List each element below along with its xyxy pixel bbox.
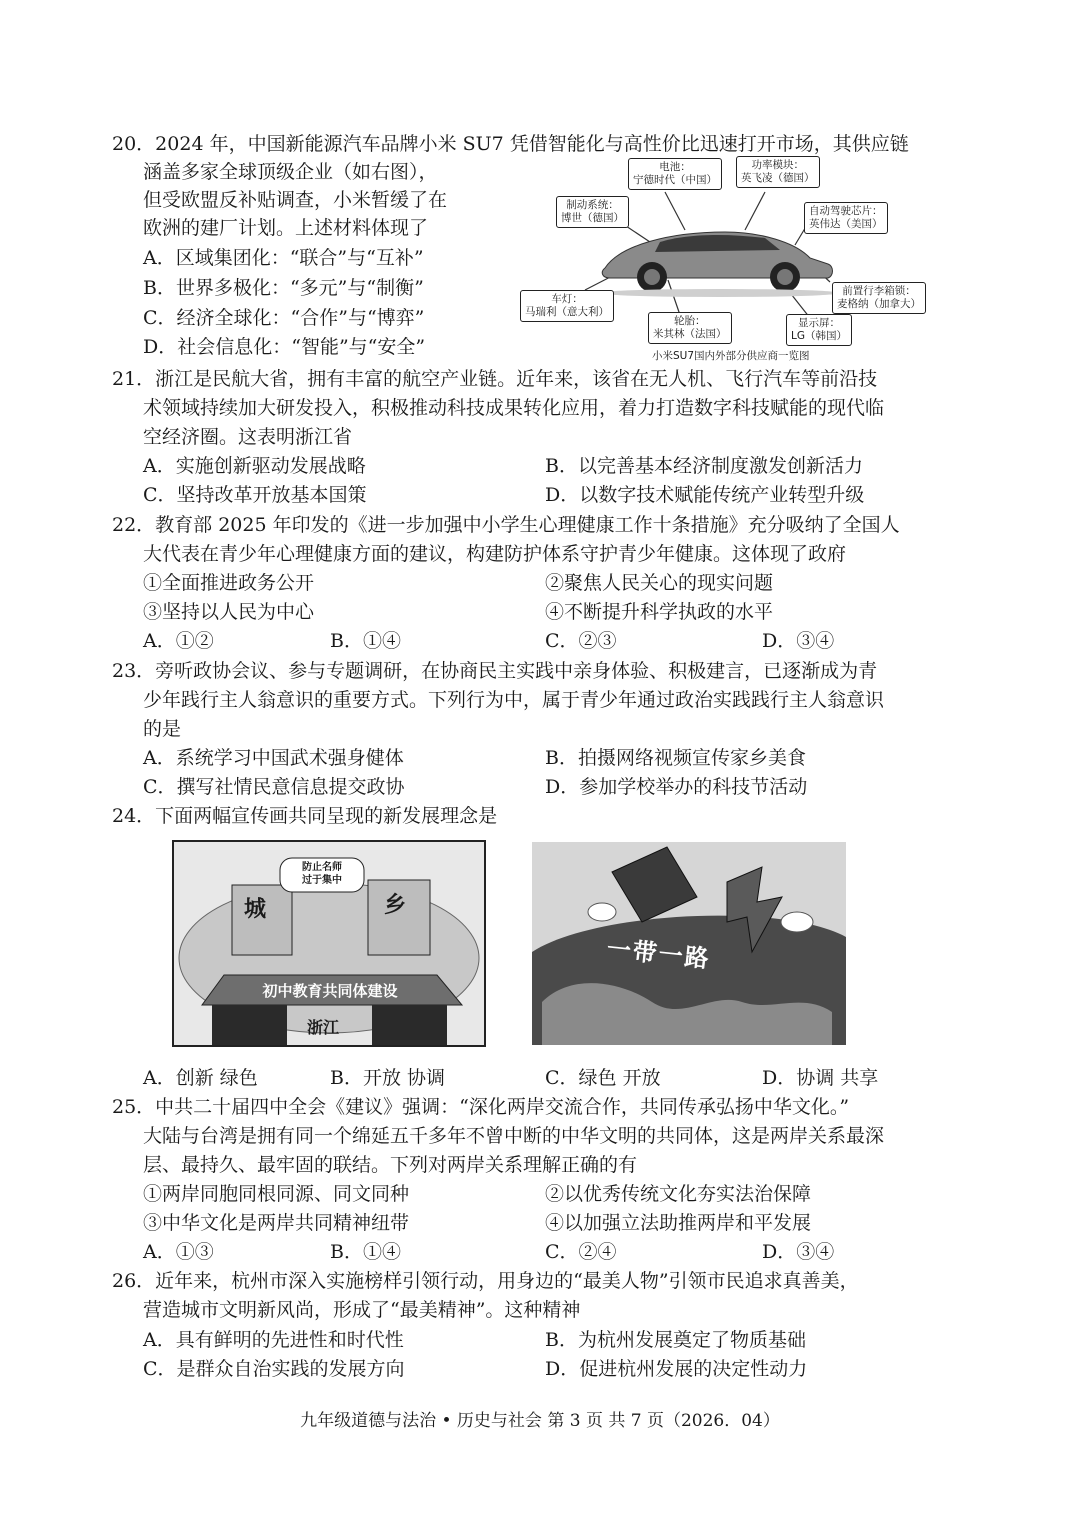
q25-stem-line3: 层、最持久、最牢固的联结。下列对两岸关系理解正确的有 (143, 1154, 638, 1176)
q21-option-a[interactable]: A．实施创新驱动发展战略 (143, 455, 366, 477)
q20-stem-line1: 20．2024 年，中国新能源汽车品牌小米 SU7 凭借智能化与高性价比迅速打开市场，其供应链 (112, 133, 909, 155)
q26-option-a[interactable]: A．具有鲜明的先进性和时代性 (143, 1329, 404, 1351)
q23-option-a[interactable]: A．系统学习中国武术强身健体 (143, 747, 404, 769)
tires-label: 轮胎： (674, 315, 706, 327)
q22-stem-line2: 大代表在青少年心理健康方面的建议，构建防护体系守护青少年健康。这体现了政府 (143, 543, 847, 565)
province-label: 浙江 (307, 1018, 340, 1037)
q22-statement-1: ①全面推进政务公开 (143, 572, 315, 594)
power-module-label: 功率模块： (751, 159, 804, 171)
q21-option-d[interactable]: D．以数字技术赋能传统产业转型升级 (545, 484, 865, 506)
q21-stem-line1: 21．浙江是民航大省，拥有丰富的航空产业链。近年来，该省在无人机、飞行汽车等前沿技 (112, 368, 878, 390)
tires-supplier: 米其林（法国） (653, 328, 727, 340)
q22-statement-4: ④不断提升科学执政的水平 (545, 601, 774, 623)
q25-statement-2: ②以优秀传统文化夯实法治保障 (545, 1183, 812, 1205)
q22-option-b[interactable]: B．①④ (330, 630, 401, 652)
q25-option-d[interactable]: D．③④ (762, 1241, 835, 1263)
q25-statement-3: ③中华文化是两岸共同精神纽带 (143, 1212, 410, 1234)
q25-stem-line1: 25．中共二十届四中全会《建议》强调：“深化两岸交流合作，共同传承弘扬中华文化。” (112, 1096, 850, 1118)
q20-option-c[interactable]: C．经济全球化：“合作”与“博弈” (143, 307, 425, 329)
chip-supplier: 英伟达（美国） (809, 218, 883, 230)
screen-label: 显示屏： (798, 317, 840, 329)
callout-power-module (736, 156, 820, 188)
callout-brake (556, 196, 629, 228)
q21-option-c[interactable]: C．坚持改革开放基本国策 (143, 484, 367, 506)
q22-statement-3: ③坚持以人民为中心 (143, 601, 315, 623)
q21-stem-line3: 空经济圈。这表明浙江省 (143, 426, 353, 448)
belt-road-label: 一带一路 (605, 934, 712, 974)
q25-statement-1: ①两岸同胞同根同源、同文同种 (143, 1183, 410, 1205)
q26-option-b[interactable]: B．为杭州发展奠定了物质基础 (545, 1329, 806, 1351)
q24-option-a[interactable]: A．创新 绿色 (143, 1067, 258, 1089)
q23-stem-line1: 23．旁听政协会议、参与专题调研，在协商民主实践中亲身体验、积极建言，已逐渐成为青 (112, 660, 878, 682)
q25-statement-4: ④以加强立法助推两岸和平发展 (545, 1212, 812, 1234)
brake-label: 制动系统： (566, 199, 619, 211)
q22-stem-line1: 22．教育部 2025 年印发的《进一步加强中小学生心理健康工作十条措施》充分吸纳了全国人 (112, 514, 900, 536)
brake-supplier: 博世（德国） (561, 212, 624, 224)
cartoon-education-community (172, 840, 486, 1047)
trunk-lock-supplier: 麦格纳（加拿大） (837, 298, 921, 310)
q20-stem-line3: 但受欧盟反补贴调查，小米暂缓了在 (143, 189, 448, 211)
battery-label: 电池： (659, 161, 691, 173)
callout-battery (628, 158, 722, 190)
q22-option-a[interactable]: A．①② (143, 630, 214, 652)
q20-option-a[interactable]: A．区域集团化：“联合”与“互补” (143, 247, 424, 269)
q22-statement-2: ②聚焦人民关心的现实问题 (545, 572, 774, 594)
banner-label: 初中教育共同体建设 (262, 982, 398, 1000)
supplier-diagram (510, 150, 950, 365)
q21-option-b[interactable]: B．以完善基本经济制度激发创新活力 (545, 455, 863, 477)
q23-option-c[interactable]: C．撰写社情民意信息提交政协 (143, 776, 405, 798)
page-footer: 九年级道德与法治 • 历史与社会 第 3 页 共 7 页（2026．04） (300, 1411, 780, 1431)
q25-stem-line2: 大陆与台湾是拥有同一个绵延五千多年不曾中断的中华文明的共同体，这是两岸关系最深 (143, 1125, 885, 1147)
power-module-supplier: 英飞凌（德国） (741, 172, 815, 184)
speech-bubble (290, 861, 354, 887)
city-label: 城 (244, 897, 267, 922)
q23-stem-line2: 少年践行主人翁意识的重要方式。下列行为中，属于青少年通过政治实践践行主人翁意识 (143, 689, 885, 711)
q20-option-b[interactable]: B．世界多极化：“多元”与“制衡” (143, 277, 424, 299)
q23-stem-line3: 的是 (143, 718, 182, 740)
lights-label: 车灯： (551, 293, 583, 305)
q25-option-b[interactable]: B．①④ (330, 1241, 401, 1263)
lights-supplier: 马瑞利（意大利） (525, 306, 609, 318)
q26-option-d[interactable]: D．促进杭州发展的决定性动力 (545, 1358, 808, 1380)
chip-label: 自动驾驶芯片： (809, 205, 883, 217)
q24-option-c[interactable]: C．绿色 开放 (545, 1067, 661, 1089)
bubble-line2: 过于集中 (302, 875, 342, 886)
q23-option-b[interactable]: B．拍摄网络视频宣传家乡美食 (545, 747, 806, 769)
bubble-line1: 防止名师 (302, 862, 342, 873)
q24-stem-line1: 24．下面两幅宣传画共同呈现的新发展理念是 (112, 805, 498, 827)
q26-option-c[interactable]: C．是群众自治实践的发展方向 (143, 1358, 405, 1380)
callout-chip (804, 202, 888, 234)
q22-option-d[interactable]: D．③④ (762, 630, 835, 652)
callout-tires (648, 312, 732, 344)
q20-option-d[interactable]: D．社会信息化：“智能”与“安全” (143, 336, 426, 358)
q26-stem-line1: 26．近年来，杭州市深入实施榜样引领行动，用身边的“最美人物”引领市民追求真善美， (112, 1270, 859, 1292)
figure-caption: 小米SU7国内外部分供应商一览图 (652, 350, 810, 362)
callout-lights (520, 290, 614, 322)
battery-supplier: 宁德时代（中国） (633, 174, 717, 186)
callout-screen (786, 314, 852, 346)
callout-trunk-lock (832, 282, 926, 314)
q24-option-b[interactable]: B．开放 协调 (330, 1067, 446, 1089)
village-label: 乡 (384, 893, 407, 918)
q21-stem-line2: 术领域持续加大研发投入，积极推动科技成果转化应用，着力打造数字科技赋能的现代临 (143, 397, 885, 419)
q20-stem-line4: 欧洲的建厂计划。上述材料体现了 (143, 217, 429, 239)
q23-option-d[interactable]: D．参加学校举办的科技节活动 (545, 776, 808, 798)
q25-option-c[interactable]: C．②④ (545, 1241, 617, 1263)
q26-stem-line2: 营造城市文明新风尚，形成了“最美精神”。这种精神 (143, 1299, 581, 1321)
q24-option-d[interactable]: D．协调 共享 (762, 1067, 879, 1089)
q25-option-a[interactable]: A．①③ (143, 1241, 214, 1263)
trunk-lock-label: 前置行李箱锁： (842, 285, 916, 297)
screen-supplier: LG（韩国） (791, 330, 847, 342)
q22-option-c[interactable]: C．②③ (545, 630, 617, 652)
cartoon-belt-and-road (532, 842, 846, 1045)
q20-stem-line2: 涵盖多家全球顶级企业（如右图）， (143, 161, 438, 183)
